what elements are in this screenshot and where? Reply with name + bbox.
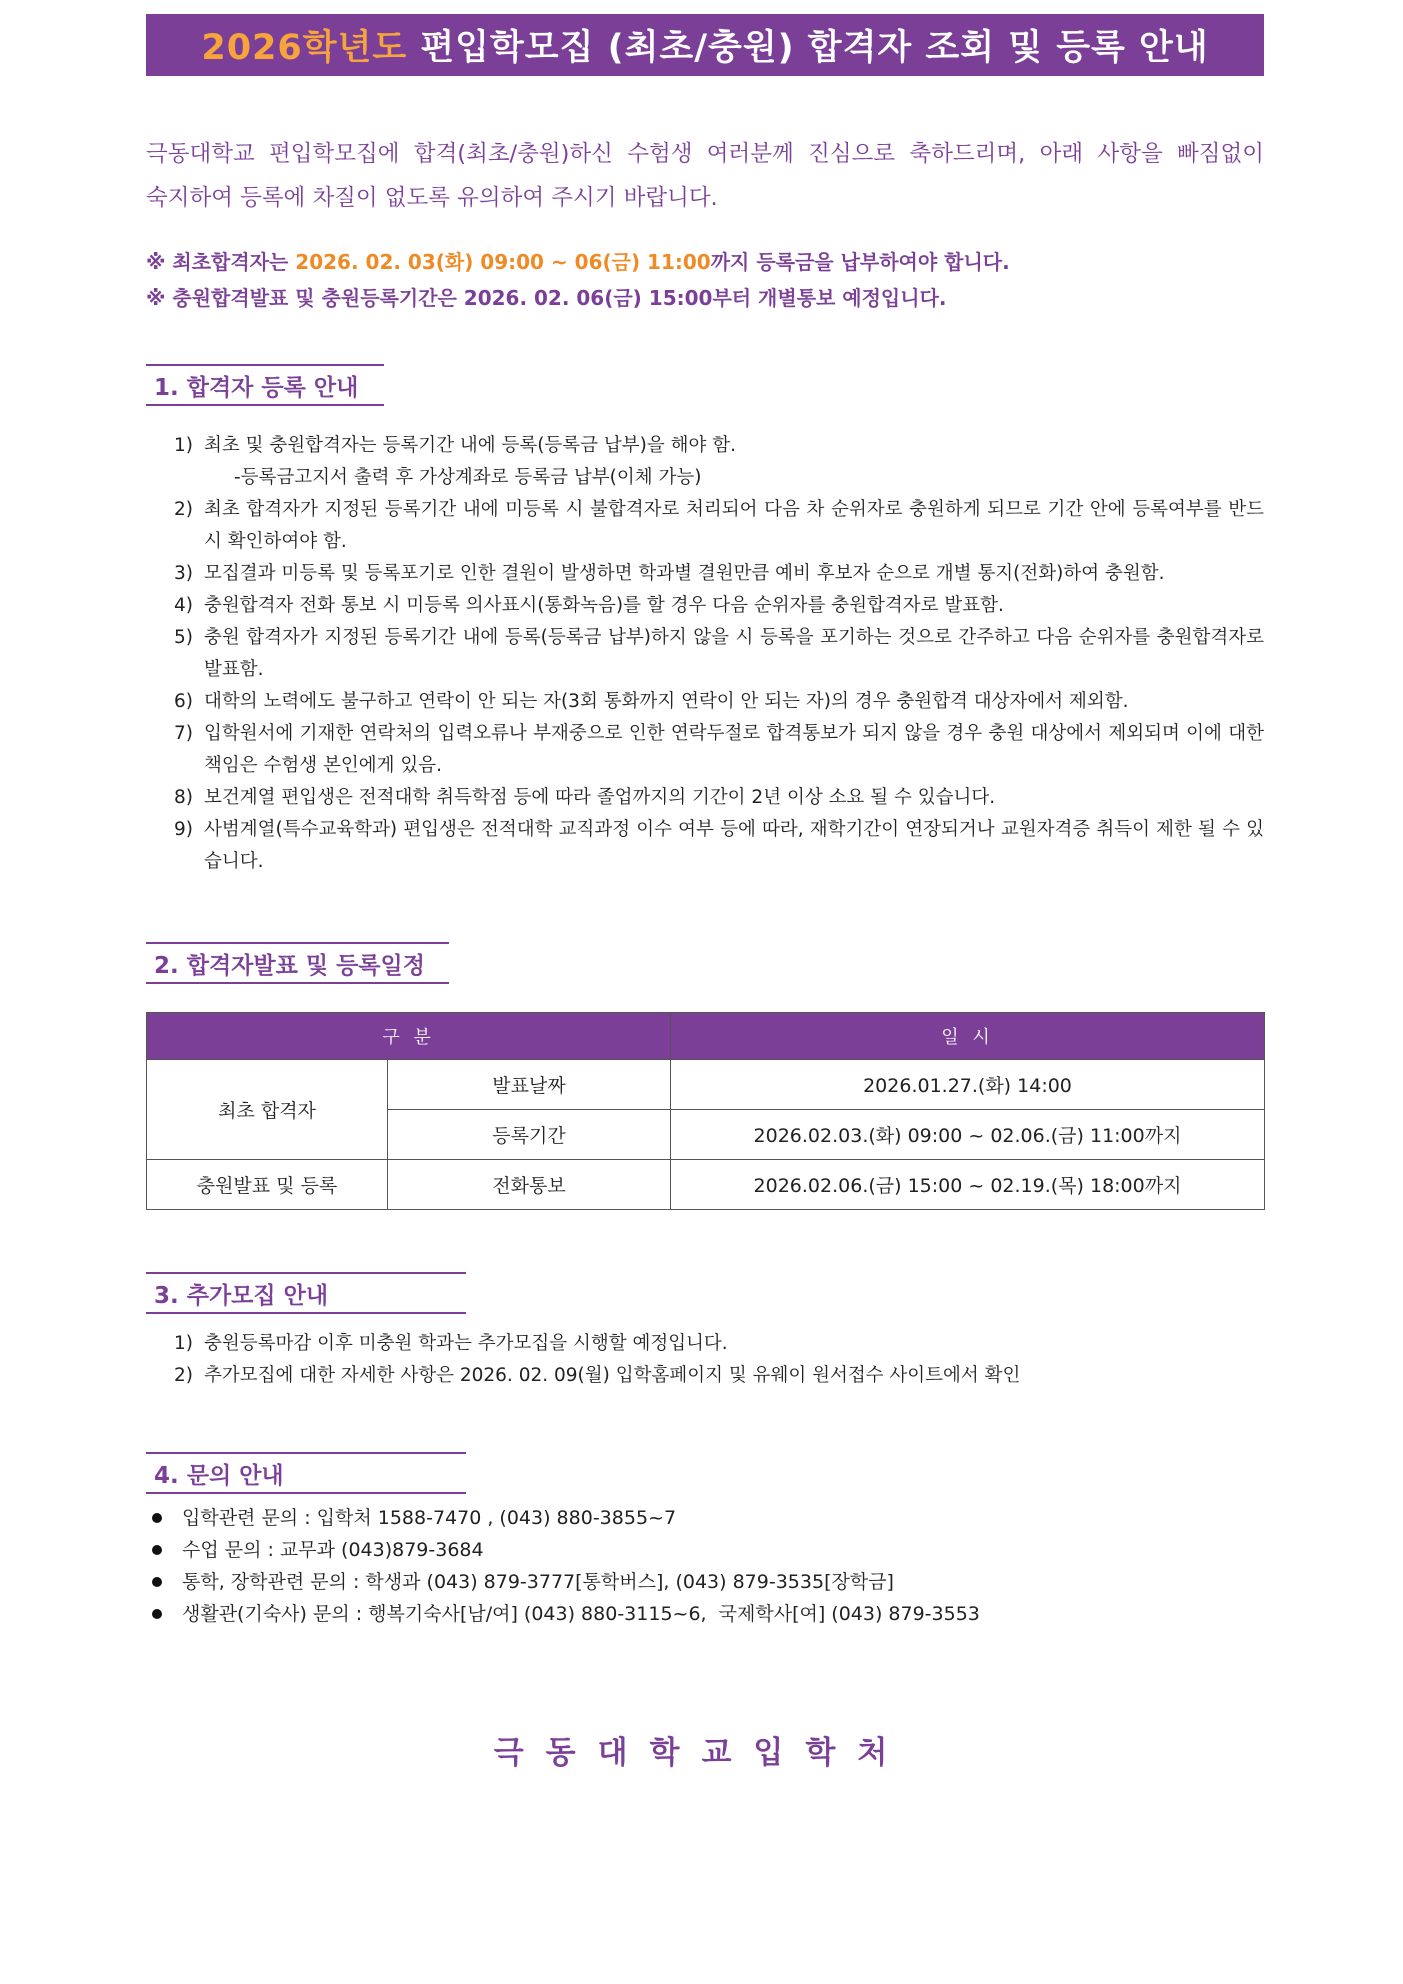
intro-paragraph xyxy=(146,132,1264,220)
title-year: 2026학년도 xyxy=(201,28,408,68)
list-item-text: 입학원서에 기재한 연락처의 입력오류나 부재중으로 인한 연락두절로 합격통보가 되지 않을 경우 충원 대상에서 제외되며 이에 대한 책임은 수험생 본인에게 있음. xyxy=(204,723,1264,776)
table-cell: 전화통보 xyxy=(388,1160,671,1210)
table-cell: 등록기간 xyxy=(388,1110,671,1160)
section-title: 3. 추가모집 안내 xyxy=(146,1272,466,1314)
list-item-number: 2) xyxy=(174,499,193,520)
table-header: 일 시 xyxy=(671,1013,1265,1060)
contact-text: 입학관련 문의 : 입학처 1588-7470 , (043) 880-3855~7 xyxy=(182,1507,677,1529)
title-text: 편입학모집 (최초/충원) 합격자 조회 및 등록 안내 xyxy=(407,28,1209,68)
list-item-number: 6) xyxy=(174,691,193,712)
notice-date: 2026. 02. 03(화) 09:00 ~ 06(금) 11:00 xyxy=(295,250,711,274)
additional-recruit-list xyxy=(174,1328,1264,1392)
notice-initial xyxy=(146,246,1010,275)
notice-text: ※ 최초합격자는 xyxy=(146,250,296,274)
list-item xyxy=(174,814,1264,878)
list-item-number xyxy=(174,462,204,494)
contact-text: 통학, 장학관련 문의 : 학생과 (043) 879-3777[통학버스], (043) 879-3535[장학금] xyxy=(182,1571,894,1593)
bullet-icon xyxy=(152,1545,162,1555)
list-item xyxy=(174,494,1264,558)
bullet-icon xyxy=(152,1577,162,1587)
list-item-text: 충원등록마감 이후 미충원 학과는 추가모집을 시행할 예정입니다. xyxy=(204,1333,728,1354)
list-item-text: 보건계열 편입생은 전적대학 취득학점 등에 따라 졸업까지의 기간이 2년 이상 소요 될 수 있습니다. xyxy=(204,787,996,808)
list-item xyxy=(152,1598,980,1630)
bullet-icon xyxy=(152,1513,162,1523)
list-item xyxy=(174,718,1264,782)
list-item-text: 충원 합격자가 지정된 등록기간 내에 등록(등록금 납부)하지 않을 시 등록을 포기하는 것으로 간주하고 다음 순위자를 충원합격자로 발표함. xyxy=(204,627,1264,680)
list-item xyxy=(152,1534,980,1566)
registration-list xyxy=(174,430,1264,878)
notice-additional: ※ 충원합격발표 및 충원등록기간은 2026. 02. 06(금) 15:00부터 개별통보 예정입니다. xyxy=(146,286,947,310)
contact-list xyxy=(152,1502,980,1630)
list-item-number: 4) xyxy=(174,595,193,616)
list-item xyxy=(174,1360,1264,1392)
list-item-number: 9) xyxy=(174,819,193,840)
contact-text: 생활관(기숙사) 문의 : 행복기숙사[남/여] (043) 880-3115~6, 국제학사[여] (043) 879-3553 xyxy=(182,1603,980,1625)
table-cell: 2026.02.06.(금) 15:00 ~ 02.19.(목) 18:00까지 xyxy=(671,1160,1265,1210)
list-item-text: -등록금고지서 출력 후 가상계좌로 등록금 납부(이체 가능) xyxy=(234,467,702,488)
list-item-number: 1) xyxy=(174,435,193,456)
contact-text: 수업 문의 : 교무과 (043)879-3684 xyxy=(182,1539,484,1561)
list-item xyxy=(174,430,1264,462)
table-header: 구 분 xyxy=(147,1013,671,1060)
list-item-text: 추가모집에 대한 자세한 사항은 2026. 02. 09(월) 입학홈페이지 및 유웨이 원서접수 사이트에서 확인 xyxy=(204,1365,1021,1386)
table-cell: 발표날짜 xyxy=(388,1060,671,1110)
list-item-number: 5) xyxy=(174,627,193,648)
list-item-text: 최초 및 충원합격자는 등록기간 내에 등록(등록금 납부)을 해야 함. xyxy=(204,435,737,456)
list-item-text: 최초 합격자가 지정된 등록기간 내에 미등록 시 불합격자로 처리되어 다음 차 순위자로 충원하게 되므로 기간 안에 등록여부를 반드시 확인하여야 함. xyxy=(204,499,1264,552)
list-item xyxy=(174,462,1264,494)
list-item-number: 1) xyxy=(174,1333,193,1354)
list-item-number: 7) xyxy=(174,723,193,744)
list-item xyxy=(174,686,1264,718)
footer-office: 극동대학교입학처 xyxy=(493,1735,910,1771)
bullet-icon xyxy=(152,1609,162,1619)
list-item-number: 3) xyxy=(174,563,193,584)
list-item xyxy=(152,1566,980,1598)
table-cell: 최초 합격자 xyxy=(147,1060,388,1160)
list-item xyxy=(152,1502,980,1534)
list-item-number: 2) xyxy=(174,1365,193,1386)
page-title-banner xyxy=(146,14,1264,76)
intro-line: 숙지하여 등록에 차질이 없도록 유의하여 주시기 바랍니다. xyxy=(146,185,718,211)
list-item-text: 충원합격자 전화 통보 시 미등록 의사표시(통화녹음)를 할 경우 다음 순위자를 충원합격자로 발표함. xyxy=(204,595,1004,616)
list-item-number: 8) xyxy=(174,787,193,808)
section-title: 1. 합격자 등록 안내 xyxy=(146,364,384,406)
schedule-table xyxy=(146,1012,1265,1210)
list-item xyxy=(174,782,1264,814)
section-title: 4. 문의 안내 xyxy=(146,1452,466,1494)
table-row xyxy=(147,1160,1265,1210)
list-item-text: 사범계열(특수교육학과) 편입생은 전적대학 교직과정 이수 여부 등에 따라, 재학기간이 연장되거나 교원자격증 취득이 제한 될 수 있습니다. xyxy=(204,819,1264,872)
list-item xyxy=(174,622,1264,686)
intro-line: 극동대학교 편입학모집에 합격(최초/충원)하신 수험생 여러분께 진심으로 축하드리며, 아래 사항을 빠짐없이 xyxy=(146,141,1264,167)
list-item xyxy=(174,590,1264,622)
list-item-text: 대학의 노력에도 불구하고 연락이 안 되는 자(3회 통화까지 연락이 안 되는 자)의 경우 충원합격 대상자에서 제외함. xyxy=(204,691,1129,712)
notice-text: 까지 등록금을 납부하여야 합니다. xyxy=(710,250,1010,274)
section-title: 2. 합격자발표 및 등록일정 xyxy=(146,942,449,984)
table-cell: 충원발표 및 등록 xyxy=(147,1160,388,1210)
table-cell: 2026.02.03.(화) 09:00 ~ 02.06.(금) 11:00까지 xyxy=(671,1110,1265,1160)
list-item xyxy=(174,1328,1264,1360)
list-item xyxy=(174,558,1264,590)
list-item-text: 모집결과 미등록 및 등록포기로 인한 결원이 발생하면 학과별 결원만큼 예비 후보자 순으로 개별 통지(전화)하여 충원함. xyxy=(204,563,1165,584)
table-row xyxy=(147,1060,1265,1110)
table-cell: 2026.01.27.(화) 14:00 xyxy=(671,1060,1265,1110)
